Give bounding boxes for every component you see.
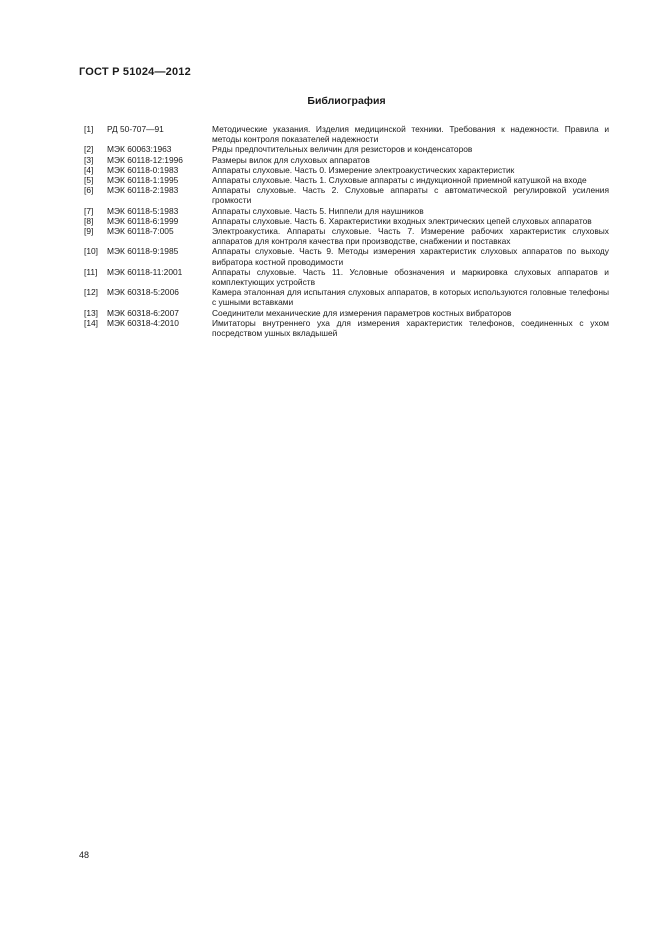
entry-number: [12] — [84, 287, 98, 298]
entry-number: [4] — [84, 164, 94, 175]
bibliography-title: Библиография — [307, 95, 386, 107]
bibliography-entry — [84, 246, 609, 266]
bibliography-entry — [84, 318, 609, 338]
entry-number: [7] — [84, 205, 94, 216]
entry-number: [3] — [84, 154, 94, 165]
bibliography-entry — [84, 267, 609, 287]
entry-reference: МЭК 60118-1:1995 — [107, 175, 179, 186]
entry-number: [10] — [84, 246, 98, 257]
entry-number: [9] — [84, 226, 94, 237]
entry-description: Методические указания. Изделия медицинской техники. Требования к надежности. Правила и методы контроля показателей надежности — [212, 124, 609, 145]
entry-description: Камера эталонная для испытания слуховых аппаратов, в которых используются головные телефоны с ушными вставками — [212, 287, 609, 308]
bibliography-entry — [84, 287, 609, 307]
bibliography-entry — [84, 206, 609, 216]
entry-reference: МЭК 60318-6:2007 — [107, 307, 179, 318]
entry-reference: МЭК 60118-11:2001 — [107, 266, 183, 277]
bibliography-entry — [84, 308, 609, 318]
entry-description: Аппараты слуховые. Часть 2. Слуховые аппараты с автоматической регулировкой усиления громкости — [212, 185, 609, 206]
bibliography-entry — [84, 124, 609, 144]
entry-description: Аппараты слуховые. Часть 11. Условные обозначения и маркировка слуховых аппаратов и комплектующих устройств — [212, 266, 609, 288]
bibliography-list — [84, 124, 609, 338]
entry-number: [8] — [84, 215, 94, 226]
page-number: 48 — [79, 850, 90, 860]
entry-reference: МЭК 60118-0:1983 — [107, 164, 179, 175]
entry-reference: МЭК 60318-5:2006 — [107, 287, 179, 298]
entry-description: Аппараты слуховые. Часть 5. Ниппели для наушников — [212, 205, 424, 216]
entry-number: [6] — [84, 185, 94, 196]
bibliography-entry — [84, 165, 609, 175]
entry-description: Аппараты слуховые. Часть 6. Характеристики входных электрических цепей слуховых аппаратов — [212, 215, 592, 226]
bibliography-entry — [84, 226, 609, 246]
entry-reference: МЭК 60118-9:1985 — [107, 246, 179, 257]
bibliography-entry — [84, 216, 609, 226]
entry-description: Размеры вилок для слуховых аппаратов — [212, 154, 370, 165]
entry-number: [1] — [84, 124, 94, 134]
entry-description: Имитаторы внутреннего уха для измерения характеристик телефонов, соединенных с ухом посредством ушных вкладышей — [212, 317, 609, 339]
bibliography-entry — [84, 144, 609, 154]
entry-number: [5] — [84, 175, 94, 186]
entry-description: Ряды предпочтительных величин для резисторов и конденсаторов — [212, 144, 473, 155]
document-code-header: ГОСТ Р 51024—2012 — [79, 66, 191, 78]
entry-reference: МЭК 60063:1963 — [107, 144, 172, 155]
bibliography-entry — [84, 185, 609, 205]
entry-description: Аппараты слуховые. Часть 1. Слуховые аппараты с индукционной приемной катушкой на входе — [212, 175, 587, 186]
entry-number: [14] — [84, 317, 98, 328]
entry-reference: РД 50-707—91 — [107, 124, 164, 134]
entry-reference: МЭК 60318-4:2010 — [107, 317, 179, 328]
entry-number: [2] — [84, 144, 94, 155]
entry-reference: МЭК 60118-12:1996 — [107, 154, 183, 165]
entry-reference: МЭК 60118-5:1983 — [107, 205, 179, 216]
entry-number: [11] — [84, 266, 98, 277]
entry-number: [13] — [84, 307, 98, 318]
entry-description: Аппараты слуховые. Часть 0. Измерение электроакустических характеристик — [212, 164, 515, 175]
entry-reference: МЭК 60118-6:1999 — [107, 215, 179, 226]
entry-description: Аппараты слуховые. Часть 9. Методы измерения характеристик слуховых аппаратов по выходу вибратора костной проводимости — [212, 246, 609, 267]
bibliography-entry — [84, 155, 609, 165]
bibliography-entry — [84, 175, 609, 185]
entry-reference: МЭК 60118-7:005 — [107, 226, 174, 237]
entry-description: Электроакустика. Аппараты слуховые. Часть 7. Измерение рабочих характеристик слуховых аппаратов для контроля качества при производстве, снабжении и поставках — [212, 226, 609, 247]
entry-reference: МЭК 60118-2:1983 — [107, 185, 179, 196]
entry-description: Соединители механические для измерения параметров костных вибраторов — [212, 307, 512, 318]
